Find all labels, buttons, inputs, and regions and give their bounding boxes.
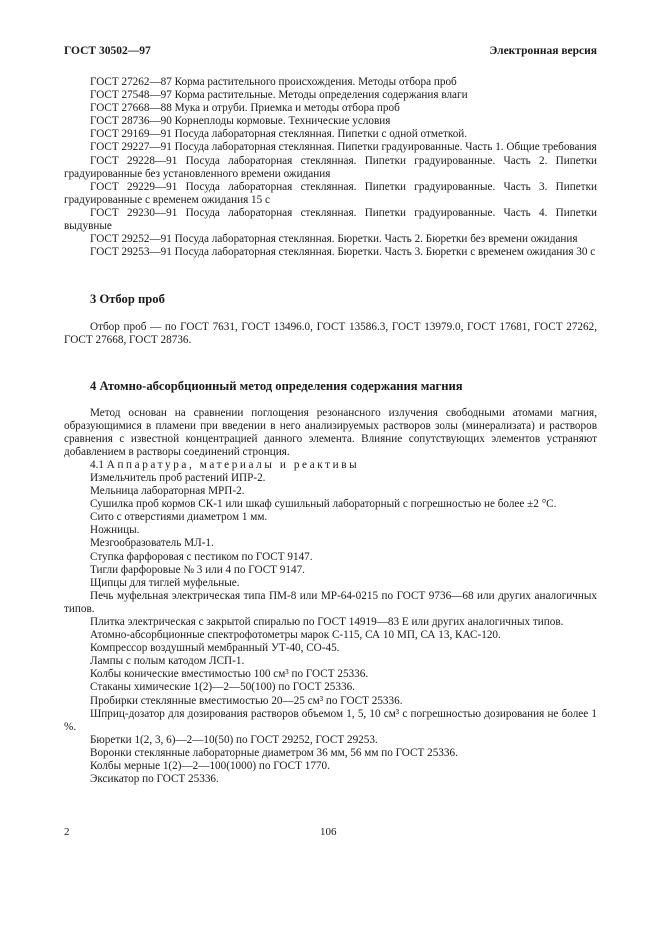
equipment-list [64, 472, 597, 786]
reference-item: ГОСТ 27548—97 Корма растительные. Методы определения содержания влаги [90, 89, 468, 102]
reference-item: ГОСТ 29169—91 Посуда лабораторная стеклянная. Пипетки с одной отметкой. [90, 128, 468, 141]
document-page-number: 106 [320, 826, 337, 838]
reference-item: ГОСТ 29252—91 Посуда лабораторная стеклянная. Бюретки. Часть 2. Бюретки без времени ожидания [90, 233, 578, 246]
reference-item: ГОСТ 29253—91 Посуда лабораторная стеклянная. Бюретки. Часть 3. Бюретки с временем ожидания 30 с [90, 246, 596, 259]
section-4-intro: Метод основан на сравнении поглощения резонансного излучения свободными атомами магния, образующимися в пламени при введении в него анализируемых растворов золы (минерализата) и растворов сравнения с известной концентрацией данного элемента. Влияние сопутствующих элементов устраняют добавлением в растворы соединений стронция. [64, 406, 597, 458]
equipment-item: Измельчитель проб растений ИПР-2. [90, 471, 266, 484]
equipment-item: Сито с отверстиями диаметром 1 мм. [90, 511, 268, 524]
equipment-item: Колбы мерные 1(2)—2—100(1000) по ГОСТ 1770. [90, 760, 330, 773]
reference-item: ГОСТ 28736—90 Корнеплоды кормовые. Технические условия [90, 115, 391, 128]
equipment-item: Колбы конические вместимостью 100 см³ по ГОСТ 25336. [90, 668, 369, 681]
reference-item: ГОСТ 27668—88 Мука и отруби. Приемка и методы отбора проб [90, 102, 400, 115]
reference-item: ГОСТ 29228—91 Посуда лабораторная стеклянная. Пипетки градуированные. Часть 2. Пипетки градуированные без установленного времени ожидания [64, 154, 597, 180]
equipment-item: Компрессор воздушный мембранный УТ-40, СО-45. [90, 642, 340, 655]
reference-item: ГОСТ 29227—91 Посуда лабораторная стеклянная. Пипетки градуированные. Часть 1. Общие требования [90, 141, 597, 154]
equipment-item: Сушилка проб кормов СК-1 или шкаф сушильный лабораторный с погрешностью не более ±2 °С. [90, 498, 557, 511]
equipment-item: Бюретки 1(2, 3, 6)—2—10(50) по ГОСТ 29252, ГОСТ 29253. [90, 733, 378, 746]
reference-list [64, 76, 597, 259]
reference-item: ГОСТ 29229—91 Посуда лабораторная стеклянная. Пипетки градуированные. Часть 3. Пипетки градуированные с временем ожидания 15 с [64, 180, 597, 206]
reference-item: ГОСТ 29230—91 Посуда лабораторная стеклянная. Пипетки градуированные. Часть 4. Пипетки выдувные [64, 206, 597, 233]
equipment-item: Мельница лабораторная МРП-2. [90, 485, 245, 498]
equipment-item: Ножницы. [90, 524, 140, 537]
equipment-item: Стаканы химические 1(2)—2—50(100) по ГОСТ 25336. [90, 681, 355, 694]
equipment-item: Плитка электрическая с закрытой спиралью по ГОСТ 14919—83 Е или других аналогичных типов. [90, 616, 564, 628]
equipment-item: Щипцы для тиглей муфельные. [90, 576, 240, 589]
header-edition: Электронная версия [489, 45, 597, 57]
header-doc-id: ГОСТ 30502—97 [64, 45, 151, 57]
equipment-item: Печь муфельная электрическая типа ПМ-8 или МР-64-0215 по ГОСТ 9736—68 или других аналогичных типов. [64, 589, 597, 615]
section-4-heading: 4 Атомно-абсорбционный метод определения содержания магния [90, 378, 463, 393]
equipment-item: Пробирки стеклянные вместимостью 20—25 см³ по ГОСТ 25336. [90, 694, 403, 707]
page-content [64, 76, 597, 786]
subsection-number: 4.1 [90, 458, 104, 471]
equipment-item: Тигли фарфоровые № 3 или 4 по ГОСТ 9147. [90, 563, 305, 576]
subsection-4-1-heading [64, 459, 597, 472]
reference-item: ГОСТ 27262—87 Корма растительного происхождения. Методы отбора проб [90, 76, 457, 88]
subsection-title: Аппаратура, материалы и реактивы [106, 458, 360, 471]
equipment-item: Воронки стеклянные лабораторные диаметром 36 мм, 56 мм по ГОСТ 25336. [90, 746, 458, 759]
equipment-item: Шприц-дозатор для дозирования растворов объемом 1, 5, 10 см³ с погрешностью дозирования не более 1 %. [64, 707, 597, 733]
page-number: 2 [64, 826, 70, 838]
section-3-text: Отбор проб — по ГОСТ 7631, ГОСТ 13496.0, ГОСТ 13586.3, ГОСТ 13979.0, ГОСТ 17681, ГОСТ 27262, ГОСТ 27668, ГОСТ 28736. [64, 321, 597, 347]
equipment-item: Ступка фарфоровая с пестиком по ГОСТ 9147. [90, 550, 313, 563]
section-3-heading: 3 Отбор проб [90, 292, 165, 307]
equipment-item: Лампы с полым катодом ЛСП-1. [90, 655, 245, 668]
equipment-item: Эксикатор по ГОСТ 25336. [90, 773, 219, 786]
equipment-item: Атомно-абсорбционные спектрофотометры марок С-115, СА 10 МП, СА 13, КАС-120. [90, 629, 501, 642]
equipment-item: Мезгообразователь МЛ-1. [90, 537, 214, 550]
